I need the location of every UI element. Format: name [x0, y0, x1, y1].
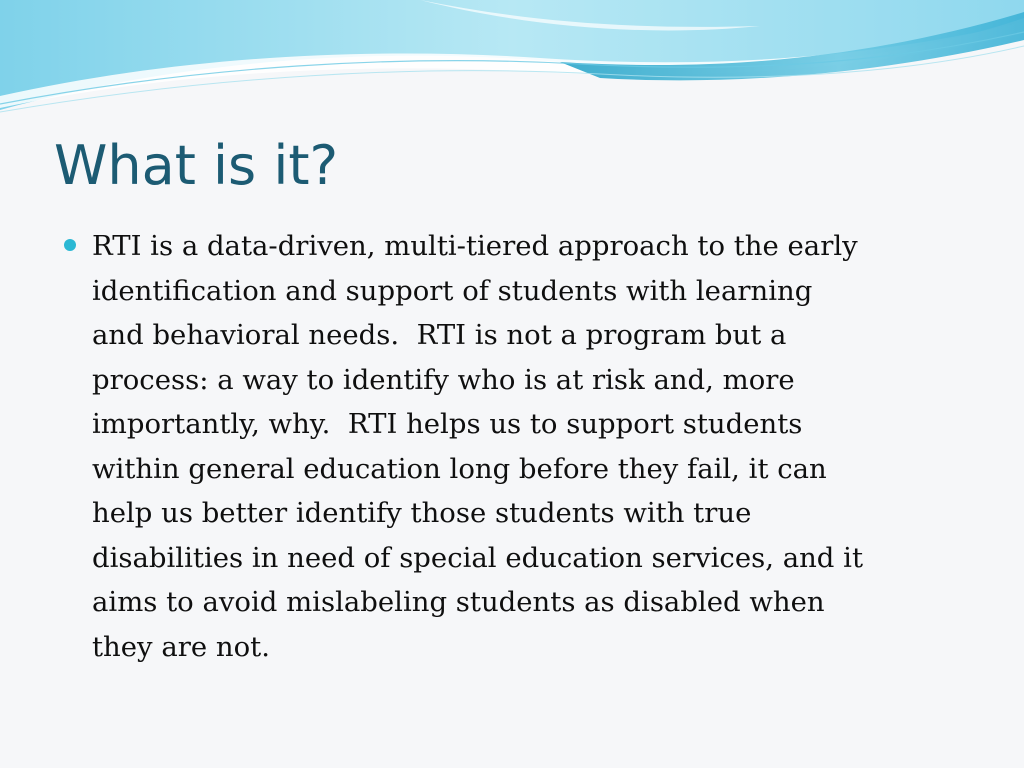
- wave-header-decoration: [0, 0, 1024, 120]
- bullet-line: RTI is a data-driven, multi-tiered approach to the early: [92, 230, 858, 262]
- bullet-item: [60, 224, 980, 669]
- bullet-line: process: a way to identify who is at risk and, more: [92, 363, 795, 396]
- bullet-line: they are not.: [92, 630, 270, 663]
- bullet-line: importantly, why. RTI helps us to support students: [92, 408, 803, 440]
- bullet-line: identification and support of students with learning: [92, 274, 813, 307]
- bullet-line: and behavioral needs. RTI is not a program but a: [92, 319, 787, 351]
- slide-title: What is it?: [54, 134, 339, 197]
- bullet-line: within general education long before they fail, it can: [92, 452, 827, 485]
- bullet-dot-icon: [64, 239, 76, 251]
- bullet-line: aims to avoid mislabeling students as disabled when: [92, 586, 825, 618]
- bullet-line: help us better identify those students with true: [92, 497, 752, 529]
- bullet-list: [60, 224, 980, 669]
- bullet-line: disabilities in need of special education services, and it: [92, 541, 863, 574]
